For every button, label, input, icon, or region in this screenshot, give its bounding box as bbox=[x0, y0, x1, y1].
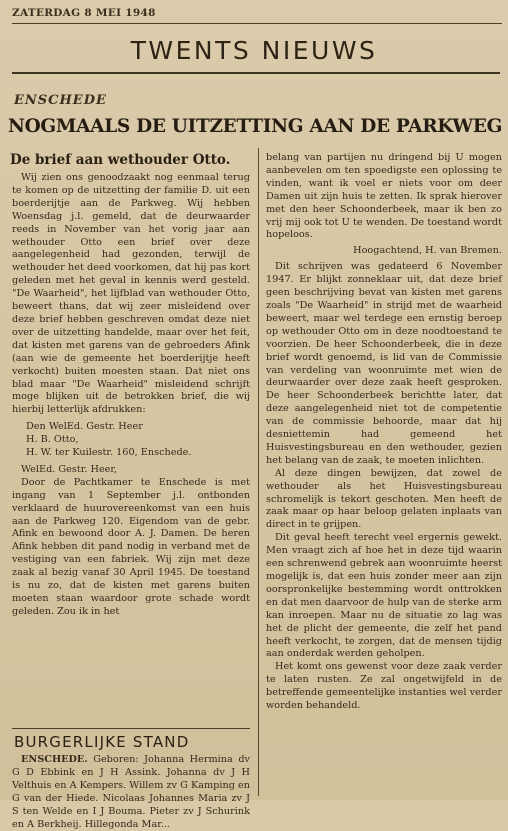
burgerlijke-rule bbox=[12, 728, 250, 729]
burgerlijke-entries: Geboren: Johanna Hermina dv G D Ebbink en J H Assink. Johanna dv J H Velthuis en A Kempers. Willem zv G Kamping en G van der Hiede. Nicolaas Johannes Maria zv J S ten Welde en I J Bouma. Pieter zv J Schurink en A Berkheij. Hillegonda Mar... bbox=[12, 754, 250, 830]
paragraph: Door de Pachtkamer te Enschede is met ingang van 1 September j.l. ontbonden verklaard de huurovereenkomst van een huis aan de Parkweg 120. Eigendom van de gebr. Afink en bewoond door A. J. Damen. De heren Afink hebben dit pand nodig in verband met de vestiging van een fabriek. Wij zijn met deze zaak al bezig vanaf 30 April 1945. De toestand is nu zo, dat de kisten met garens buiten moeten staan waardoor grote schade wordt geleden. Zou ik in het bbox=[12, 476, 250, 617]
section-rule bbox=[12, 72, 500, 74]
burgerlijke-stand-text bbox=[12, 754, 250, 830]
article-subhead: De brief aan wethouder Otto. bbox=[10, 152, 231, 168]
burgerlijke-stand-title: BURGERLIJKE STAND bbox=[14, 733, 190, 751]
article-headline: NOGMAALS DE UITZETTING AAN DE PARKWEG bbox=[8, 116, 503, 137]
letter-salutation: WelEd. Gestr. Heer, bbox=[21, 463, 118, 475]
article-column-2 bbox=[266, 152, 502, 796]
paragraph: Het komt ons gewenst voor deze zaak verder te laten rusten. Ze zal ongetwijfeld in de betreffende gemeentelijke instanties wel verder worden behandeld. bbox=[266, 661, 502, 712]
city-label: ENSCHEDE bbox=[14, 93, 107, 108]
paragraph: Wij zien ons genoodzaakt nog eenmaal terug te komen op de uitzetting der familie D. uit een boerderijtje aan de Parkweg. Wij hebben Woensdag j.l. gemeld, dat de deurwaarder reeds in November van het vorig jaar aan wethouder Otto een brief over deze aangelegenheid had gezonden, terwijl de wethouder het deed voorkomen, dat hij pas kort geleden met het geval in kennis werd gesteld. "De Waarheid", het lijfblad van wethouder Otto, beweert thans, dat wij zeer misleidend over deze brief hebben geschreven omdat deze niet over de uitzetting handelde, maar over het feit, dat kisten met garens van de gebroeders Afink (aan wie de gemeente het boerderijtje heeft verkocht) buiten moesten staan. Dat niet ons blad maar "De Waarheid" misleidend schrijft moge blijken uit de betrokken brief, die wij hierbij letterlijk afdrukken: bbox=[12, 172, 250, 416]
letter-signature: Hoogachtend, H. van Bremen. bbox=[353, 245, 502, 257]
address-line: H. W. ter Kuilestr. 160, Enschede. bbox=[26, 447, 192, 459]
paragraph bbox=[12, 754, 250, 831]
paragraph: Dit geval heeft terecht veel ergernis gewekt. Men vraagt zich af hoe het in deze tijd waarin een schrenwend gebrek aan woonruimte heerst mogelijk is, dat een huis zonder meer aan zijn oorspronkelijke bestemming wordt onttrokken en dat men daarvoor de hulp van de sterke arm kan inroepen. Maar nu de situatie zo lag was het de plicht der gemeente, die zelf het pand heeft verkocht, te zorgen, dat de mensen tijdig aan onderdak werden geholpen. bbox=[266, 532, 502, 660]
section-title: TWENTS NIEUWS bbox=[130, 36, 378, 65]
paragraph: Dit schrijven was gedateerd 6 November 1947. Er blijkt zonneklaar uit, dat deze brief geen beschrijving bevat van kisten met garens zoals "De Waarheid" in strijd met de waarheid beweert, maar wel terdege een ernstig beroep op wethouder Otto om in deze noodtoestand te voorzien. De heer Schoonderbeek, die in deze brief wordt genoemd, is lid van de Commissie van verdeling van woonruimte met wien de deurwaarder over deze zaak heeft gesproken. De heer Schoonderbeek berichtte later, dat deze aangelegenheid niet tot de competentie van de commissie behoorde, maar dat hij desniettemin had gemeend het Huisvestingsbureau en den wethouder, gezien het belang van de zaak, te moeten inlichten. bbox=[266, 261, 502, 466]
address-line: H. B. Otto, bbox=[26, 434, 79, 446]
letter-address bbox=[26, 421, 250, 460]
address-line: Den WelEd. Gestr. Heer bbox=[26, 421, 143, 433]
dateline: ZATERDAG 8 MEI 1948 bbox=[12, 7, 502, 24]
article-column-1 bbox=[12, 172, 250, 728]
column-divider bbox=[258, 148, 259, 796]
burgerlijke-city: ENSCHEDE. bbox=[21, 754, 88, 765]
paragraph: Al deze dingen bewijzen, dat zowel de wethouder als het Huisvestingsbureau schromelijk is tekort geschoten. Men heeft de zaak maar op haar beloop gelaten inplaats van direct in te grijpen. bbox=[266, 467, 502, 531]
paragraph: belang van partijen nu dringend bij U mogen aanbevelen om ten spoedigste een oplossing te vinden, want ik voel er niets voor om deer Damen uit zijn huis te zetten. Ik sprak hierover met den heer Schoonderbeek, maar ik ben zo vrij mij ook tot U te wenden. De toestand wordt hopeloos. bbox=[266, 152, 502, 241]
